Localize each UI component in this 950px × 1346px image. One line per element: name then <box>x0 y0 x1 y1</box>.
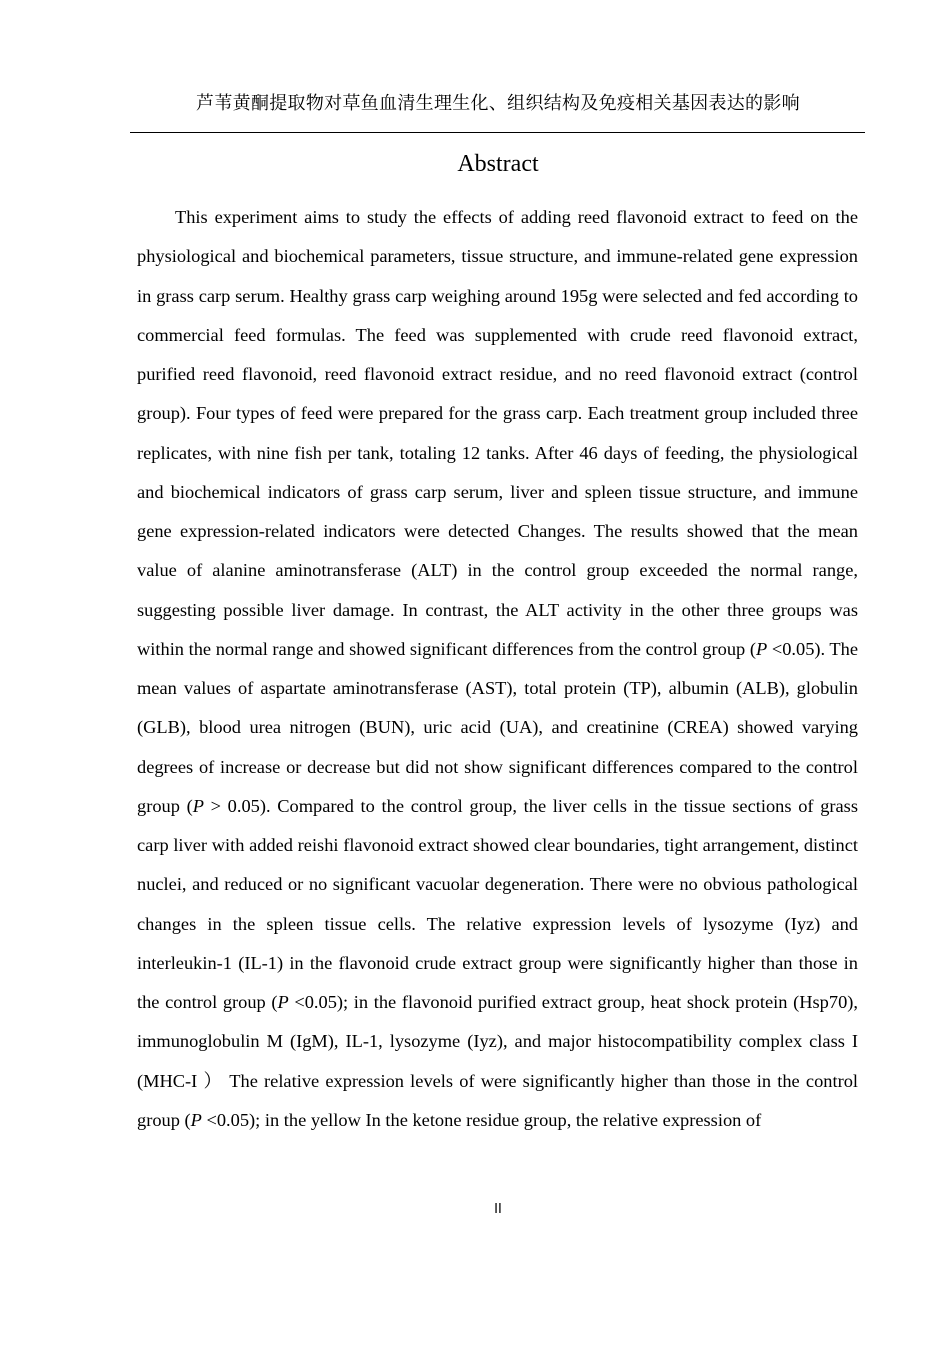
abstract-text: This experiment aims to study the effects of adding reed flavonoid extract to feed on the physiological and biochemical parameters, tissue structure, and immune-related gene expression in grass carp serum. Healthy grass carp weighing around 195g were selected and fed according to commercial feed formulas. The feed was supplemented with crude reed flavonoid extract, purified reed flavonoid, reed flavonoid extract residue, and no reed flavonoid extract (control group). Four types of feed were prepared for the grass carp. Each treatment group included three replicates, with nine fish per tank, totaling 12 tanks. After 46 days of feeding, the physiological and biochemical indicators of grass carp serum, liver and spleen tissue structure, and immune gene expression-related indicators were detected Changes. The results showed that the mean value of alanine aminotransferase (ALT) in the control group exceeded the normal range, suggesting possible liver damage. In contrast, the ALT activity in the other three groups was within the normal range and showed significant differences from the control group ( <box>137 207 858 659</box>
abstract-heading: Abstract <box>457 151 539 177</box>
abstract-text: <0.05); in the yellow In the ketone residue group, the relative expression of <box>201 1109 762 1130</box>
p-value-symbol: P <box>277 992 289 1012</box>
abstract-text: > 0.05). Compared to the control group, the liver cells in the tissue sections of grass carp liver with added reishi flavonoid extract showed clear boundaries, tight arrangement, distinct nuclei, and reduced or no significant vacuolar degeneration. There were no obvious pathological changes in the spleen tissue cells. The relative expression levels of lysozyme (Iyz) and interleukin-1 (IL-1) in the flavonoid crude extract group were significantly higher than those in the control group ( <box>137 795 858 1012</box>
page-number: II <box>494 1202 502 1217</box>
p-value-symbol: P <box>755 638 768 659</box>
abstract-text: <0.05). The mean values of aspartate aminotransferase (AST), total protein (TP), albumin (ALB), globulin (GLB), blood urea nitrogen (BUN), uric acid (UA), and creatinine (CREA) showed varying degrees of increase or decrease but did not show significant differences compared to the control group ( <box>137 638 858 816</box>
running-header-title: 芦苇黄酮提取物对草鱼血清生理生化、组织结构及免疫相关基因表达的影响 <box>196 93 800 114</box>
abstract-text: <0.05); in the flavonoid purified extract group, heat shock protein (Hsp70), immunoglobulin M (IgM), IL-1, lysozyme (Iyz), and major histocompatibility complex class I (MHC-I ） The relative expression levels of were significantly higher than those in the control group ( <box>137 992 858 1130</box>
p-value-symbol: P <box>192 795 204 816</box>
header-divider <box>130 132 865 133</box>
p-value-symbol: P <box>190 1109 202 1130</box>
abstract-paragraph <box>137 198 858 1140</box>
